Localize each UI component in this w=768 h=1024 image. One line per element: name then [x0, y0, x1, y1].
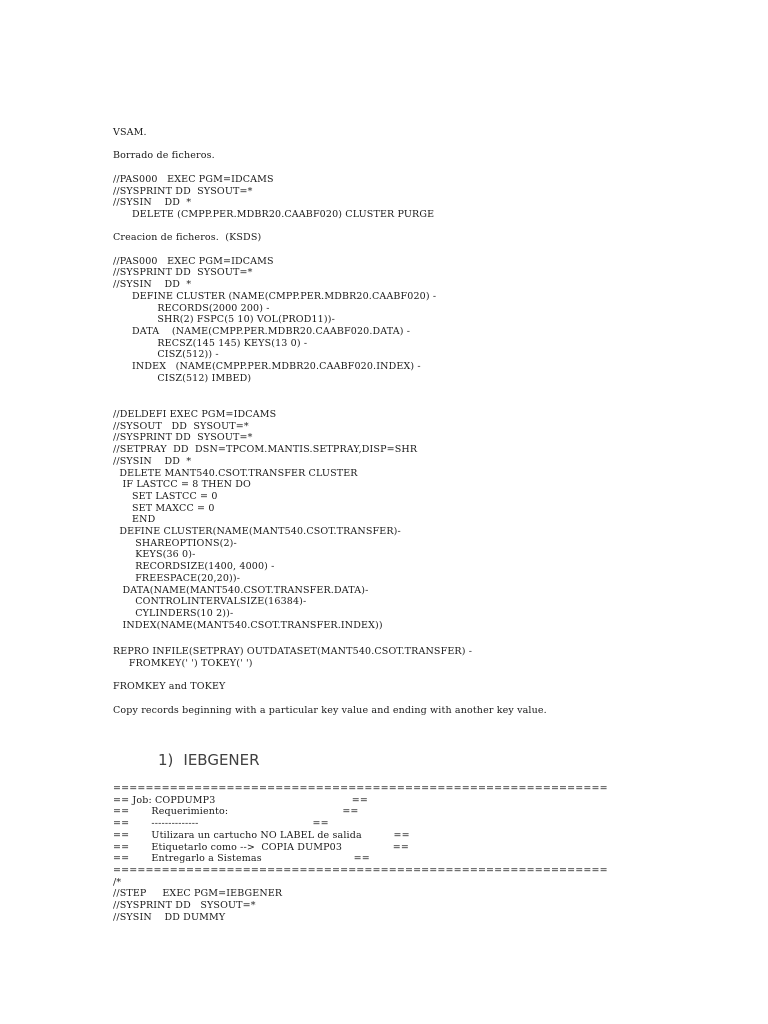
vsam-idcams-section: VSAM. Borrado de ficheros. //PAS000 EXEC PGM=IDCAMS //SYSPRINT DD SYSOUT=* //SYSIN DD * DELETE (CMPP.PER.MDBR20.CAABF020) CLUSTER PURGE Creacion de ficheros. (KSDS) //PAS000 EXEC PGM=IDCAMS //SYSPRINT DD SYSOUT=* //SYSIN DD * DEFINE CLUSTER (NAME(CMPP.PER.MDBR20.CAABF020) - RECORDS(2000 200) - SHR(2) FSPC(5 10) VOL(PROD11))- DATA (NAME(CMPP.PER.MDBR20.CAABF020.DATA) - RECSZ(145 145) KEYS(13 0) - CISZ(512)) - INDEX (NAME(CMPP.PER.MDBR20.CAABF020.INDEX) - CISZ(512) IMBED) — [113, 127, 437, 384]
heading-title: IEBGENER — [183, 751, 260, 769]
iebgener-heading — [158, 751, 260, 769]
heading-number: 1) — [158, 751, 174, 769]
repro-section: REPRO INFILE(SETPRAY) OUTDATASET(MANT540.CSOT.TRANSFER) - FROMKEY(' ') TOKEY(' ') FROMKEY and TOKEY Copy records beginning with a particular key value and ending with another key value. — [113, 646, 547, 716]
iebgener-jcl-section: ============================================================= == Job: COPDUMP3 == == Requerimiento: == == -------------- == == Utilizara un cartucho NO LABEL de salida == == Etiquetarlo como --> COPIA DUMP03 == == Entregarlo a Sistemas == ============================================================= /* //STEP EXEC PGM=IEBGENER //SYSPRINT DD SYSOUT=* //SYSIN DD DUMMY — [113, 783, 608, 923]
deldefi-jcl-section: //DELDEFI EXEC PGM=IDCAMS //SYSOUT DD SYSOUT=* //SYSPRINT DD SYSOUT=* //SETPRAY DD DSN=TPCOM.MANTIS.SETPRAY,DISP=SHR //SYSIN DD * DELETE MANT540.CSOT.TRANSFER CLUSTER IF LASTCC = 8 THEN DO SET LASTCC = 0 SET MAXCC = 0 END DEFINE CLUSTER(NAME(MANT540.CSOT.TRANSFER)- SHAREOPTIONS(2)- KEYS(36 0)- RECORDSIZE(1400, 4000) - FREESPACE(20,20))- DATA(NAME(MANT540.CSOT.TRANSFER.DATA)- CONTROLINTERVALSIZE(16384)- CYLINDERS(10 2))- INDEX(NAME(MANT540.CSOT.TRANSFER.INDEX)) — [113, 409, 418, 631]
